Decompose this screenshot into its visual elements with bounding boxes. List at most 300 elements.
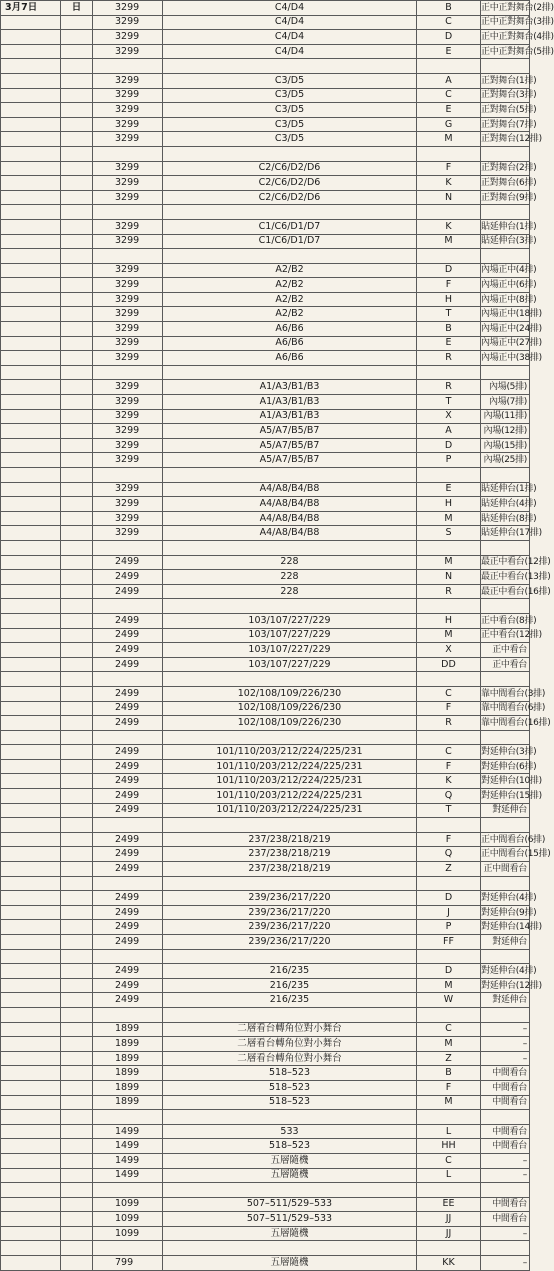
row-cell: A bbox=[417, 73, 481, 88]
table-row bbox=[1, 336, 530, 351]
section-cell: 518–523 bbox=[163, 1066, 417, 1081]
position-note-cell: 對延伸台(4排) bbox=[481, 891, 530, 906]
date-cell bbox=[1, 1168, 61, 1183]
table-row bbox=[1, 1080, 530, 1095]
price-cell bbox=[93, 1110, 163, 1125]
date-cell bbox=[1, 862, 61, 877]
weekday-cell bbox=[61, 1051, 93, 1066]
date-cell bbox=[1, 686, 61, 701]
date-cell bbox=[1, 468, 61, 483]
price-cell: 3299 bbox=[93, 511, 163, 526]
price-cell: 3299 bbox=[93, 497, 163, 512]
row-cell: W bbox=[417, 993, 481, 1008]
row-cell bbox=[417, 1110, 481, 1125]
date-cell bbox=[1, 30, 61, 45]
price-cell: 2499 bbox=[93, 905, 163, 920]
weekday-cell bbox=[61, 847, 93, 862]
row-cell: E bbox=[417, 103, 481, 118]
date-cell bbox=[1, 190, 61, 205]
weekday-cell bbox=[61, 643, 93, 658]
table-row bbox=[1, 278, 530, 293]
table-row bbox=[1, 803, 530, 818]
section-cell: 239/236/217/220 bbox=[163, 905, 417, 920]
date-cell bbox=[1, 234, 61, 249]
section-cell: 101/110/203/212/224/225/231 bbox=[163, 803, 417, 818]
weekday-cell bbox=[61, 818, 93, 833]
price-cell: 3299 bbox=[93, 30, 163, 45]
spacer-row bbox=[1, 818, 530, 833]
position-note-cell bbox=[481, 59, 530, 74]
section-cell: 237/238/218/219 bbox=[163, 832, 417, 847]
position-note-cell: – bbox=[481, 1037, 530, 1052]
section-cell bbox=[163, 1183, 417, 1198]
date-cell bbox=[1, 322, 61, 337]
price-cell bbox=[93, 1241, 163, 1256]
position-note-cell: 正對舞台(3排) bbox=[481, 88, 530, 103]
price-cell: 3299 bbox=[93, 103, 163, 118]
seat-table-body bbox=[1, 1, 554, 1271]
price-cell: 2499 bbox=[93, 891, 163, 906]
table-row bbox=[1, 789, 530, 804]
date-cell bbox=[1, 803, 61, 818]
section-cell: 五層隨機 bbox=[163, 1256, 417, 1271]
price-cell: 1899 bbox=[93, 1022, 163, 1037]
position-note-cell: 正對舞台(5排) bbox=[481, 103, 530, 118]
weekday-cell bbox=[61, 905, 93, 920]
spacer-row bbox=[1, 365, 530, 380]
weekday-cell bbox=[61, 862, 93, 877]
section-cell: A5/A7/B5/B7 bbox=[163, 453, 417, 468]
section-cell: 507–511/529–533 bbox=[163, 1212, 417, 1227]
section-cell: C3/D5 bbox=[163, 117, 417, 132]
date-cell bbox=[1, 1066, 61, 1081]
price-cell: 3299 bbox=[93, 73, 163, 88]
weekday-cell bbox=[61, 497, 93, 512]
weekday-cell bbox=[61, 1256, 93, 1271]
section-cell: 二層看台轉角位對小舞台 bbox=[163, 1037, 417, 1052]
section-cell: C1/C6/D1/D7 bbox=[163, 219, 417, 234]
weekday-cell bbox=[61, 876, 93, 891]
row-cell: B bbox=[417, 1, 481, 16]
weekday-cell bbox=[61, 1226, 93, 1241]
row-cell: F bbox=[417, 832, 481, 847]
section-cell: 101/110/203/212/224/225/231 bbox=[163, 759, 417, 774]
date-cell bbox=[1, 789, 61, 804]
position-note-cell: 正對舞台(6排) bbox=[481, 176, 530, 191]
section-cell: C3/D5 bbox=[163, 88, 417, 103]
price-cell: 2499 bbox=[93, 803, 163, 818]
row-cell bbox=[417, 818, 481, 833]
table-row bbox=[1, 643, 530, 658]
row-cell: R bbox=[417, 380, 481, 395]
date-cell bbox=[1, 351, 61, 366]
position-note-cell bbox=[481, 1183, 530, 1198]
position-note-cell: 正中正對舞台(2排) bbox=[481, 1, 530, 16]
row-cell: D bbox=[417, 30, 481, 45]
date-cell bbox=[1, 628, 61, 643]
price-cell: 2499 bbox=[93, 832, 163, 847]
weekday-cell bbox=[61, 555, 93, 570]
table-row bbox=[1, 1022, 530, 1037]
row-cell bbox=[417, 468, 481, 483]
price-cell: 3299 bbox=[93, 307, 163, 322]
section-cell bbox=[163, 1007, 417, 1022]
price-cell: 3299 bbox=[93, 482, 163, 497]
row-cell: M bbox=[417, 1095, 481, 1110]
row-cell: Z bbox=[417, 1051, 481, 1066]
table-row bbox=[1, 613, 530, 628]
row-cell: JJ bbox=[417, 1212, 481, 1227]
price-cell: 3299 bbox=[93, 278, 163, 293]
date-cell bbox=[1, 935, 61, 950]
weekday-cell bbox=[61, 1197, 93, 1212]
table-row bbox=[1, 511, 530, 526]
table-row bbox=[1, 774, 530, 789]
row-cell: R bbox=[417, 584, 481, 599]
position-note-cell: 內場(11排) bbox=[481, 409, 530, 424]
row-cell: HH bbox=[417, 1139, 481, 1154]
section-cell: A4/A8/B4/B8 bbox=[163, 497, 417, 512]
position-note-cell bbox=[481, 365, 530, 380]
weekday-cell bbox=[61, 44, 93, 59]
section-cell: C3/D5 bbox=[163, 132, 417, 147]
weekday-cell bbox=[61, 993, 93, 1008]
table-row bbox=[1, 935, 530, 950]
table-row bbox=[1, 395, 530, 410]
section-cell: 228 bbox=[163, 570, 417, 585]
position-note-cell: 對延伸台(12排) bbox=[481, 978, 530, 993]
price-cell: 3299 bbox=[93, 15, 163, 30]
row-cell: Z bbox=[417, 862, 481, 877]
table-row bbox=[1, 964, 530, 979]
price-cell bbox=[93, 599, 163, 614]
position-note-cell: 內場正中(27排) bbox=[481, 336, 530, 351]
weekday-cell bbox=[61, 73, 93, 88]
row-cell: E bbox=[417, 482, 481, 497]
weekday-cell bbox=[61, 468, 93, 483]
row-cell bbox=[417, 540, 481, 555]
price-cell: 2499 bbox=[93, 774, 163, 789]
section-cell: 五層隨機 bbox=[163, 1168, 417, 1183]
price-cell: 1899 bbox=[93, 1037, 163, 1052]
position-note-cell bbox=[481, 599, 530, 614]
table-row bbox=[1, 497, 530, 512]
row-cell: J bbox=[417, 905, 481, 920]
position-note-cell: 正對舞台(9排) bbox=[481, 190, 530, 205]
section-cell: 101/110/203/212/224/225/231 bbox=[163, 774, 417, 789]
date-cell bbox=[1, 1241, 61, 1256]
row-cell: B bbox=[417, 1066, 481, 1081]
date-cell bbox=[1, 146, 61, 161]
table-row bbox=[1, 555, 530, 570]
weekday-cell bbox=[61, 613, 93, 628]
table-row bbox=[1, 88, 530, 103]
price-cell: 3299 bbox=[93, 438, 163, 453]
price-cell: 2499 bbox=[93, 657, 163, 672]
section-cell: A2/B2 bbox=[163, 292, 417, 307]
position-note-cell bbox=[481, 146, 530, 161]
table-row bbox=[1, 832, 530, 847]
row-cell: F bbox=[417, 278, 481, 293]
date-cell bbox=[1, 176, 61, 191]
row-cell: M bbox=[417, 132, 481, 147]
position-note-cell: 內場正中(38排) bbox=[481, 351, 530, 366]
date-cell bbox=[1, 497, 61, 512]
table-row bbox=[1, 1139, 530, 1154]
section-cell: C4/D4 bbox=[163, 44, 417, 59]
weekday-cell bbox=[61, 249, 93, 264]
weekday-cell bbox=[61, 482, 93, 497]
position-note-cell: 貼延伸台(1排) bbox=[481, 482, 530, 497]
table-row bbox=[1, 1095, 530, 1110]
weekday-cell bbox=[61, 1037, 93, 1052]
weekday-cell bbox=[61, 1168, 93, 1183]
date-cell bbox=[1, 1256, 61, 1271]
position-note-cell: 對延伸台 bbox=[481, 935, 530, 950]
weekday-cell bbox=[61, 88, 93, 103]
section-cell: A1/A3/B1/B3 bbox=[163, 395, 417, 410]
weekday-cell bbox=[61, 935, 93, 950]
position-note-cell: 貼延伸台(4排) bbox=[481, 497, 530, 512]
date-cell bbox=[1, 73, 61, 88]
section-cell: A2/B2 bbox=[163, 307, 417, 322]
weekday-cell bbox=[61, 336, 93, 351]
table-row bbox=[1, 920, 530, 935]
date-cell bbox=[1, 730, 61, 745]
row-cell: E bbox=[417, 336, 481, 351]
table-row bbox=[1, 716, 530, 731]
table-row bbox=[1, 161, 530, 176]
table-row bbox=[1, 351, 530, 366]
weekday-cell bbox=[61, 365, 93, 380]
date-cell bbox=[1, 59, 61, 74]
spacer-row bbox=[1, 146, 530, 161]
weekday-cell bbox=[61, 59, 93, 74]
row-cell: C bbox=[417, 15, 481, 30]
date-cell bbox=[1, 964, 61, 979]
weekday-cell bbox=[61, 949, 93, 964]
price-cell: 2499 bbox=[93, 584, 163, 599]
table-row bbox=[1, 103, 530, 118]
price-cell: 2499 bbox=[93, 716, 163, 731]
row-cell: K bbox=[417, 219, 481, 234]
position-note-cell: 最正中看台(13排) bbox=[481, 570, 530, 585]
table-row bbox=[1, 1051, 530, 1066]
table-row bbox=[1, 1168, 530, 1183]
date-cell bbox=[1, 117, 61, 132]
weekday-cell bbox=[61, 322, 93, 337]
section-cell: A4/A8/B4/B8 bbox=[163, 482, 417, 497]
section-cell: C1/C6/D1/D7 bbox=[163, 234, 417, 249]
position-note-cell bbox=[481, 672, 530, 687]
row-cell: C bbox=[417, 686, 481, 701]
position-note-cell: 對延伸台(3排) bbox=[481, 745, 530, 760]
price-cell: 2499 bbox=[93, 628, 163, 643]
row-cell: B bbox=[417, 322, 481, 337]
section-cell: 二層看台轉角位對小舞台 bbox=[163, 1051, 417, 1066]
row-cell: F bbox=[417, 759, 481, 774]
weekday-cell bbox=[61, 453, 93, 468]
spacer-row bbox=[1, 59, 530, 74]
position-note-cell: 中間看台 bbox=[481, 1066, 530, 1081]
section-cell: A5/A7/B5/B7 bbox=[163, 438, 417, 453]
row-cell: EE bbox=[417, 1197, 481, 1212]
price-cell: 1499 bbox=[93, 1139, 163, 1154]
section-cell: 228 bbox=[163, 584, 417, 599]
weekday-cell bbox=[61, 745, 93, 760]
date-cell bbox=[1, 424, 61, 439]
date-cell bbox=[1, 905, 61, 920]
weekday-cell bbox=[61, 1022, 93, 1037]
weekday-cell bbox=[61, 438, 93, 453]
section-cell bbox=[163, 949, 417, 964]
date-cell bbox=[1, 745, 61, 760]
position-note-cell: 中間看台 bbox=[481, 1095, 530, 1110]
section-cell: 五層隨機 bbox=[163, 1153, 417, 1168]
position-note-cell: 靠中間看台(3排) bbox=[481, 686, 530, 701]
weekday-cell bbox=[61, 774, 93, 789]
row-cell bbox=[417, 876, 481, 891]
position-note-cell: 貼延伸台(3排) bbox=[481, 234, 530, 249]
weekday-cell bbox=[61, 540, 93, 555]
row-cell: C bbox=[417, 1153, 481, 1168]
position-note-cell bbox=[481, 540, 530, 555]
section-cell: 102/108/109/226/230 bbox=[163, 686, 417, 701]
position-note-cell: 正對舞台(2排) bbox=[481, 161, 530, 176]
price-cell: 2499 bbox=[93, 789, 163, 804]
date-cell: 3月7日 bbox=[1, 1, 61, 16]
row-cell bbox=[417, 59, 481, 74]
date-cell bbox=[1, 657, 61, 672]
weekday-cell bbox=[61, 395, 93, 410]
position-note-cell bbox=[481, 468, 530, 483]
position-note-cell: 靠中間看台(16排) bbox=[481, 716, 530, 731]
table-row bbox=[1, 132, 530, 147]
spacer-row bbox=[1, 468, 530, 483]
weekday-cell bbox=[61, 686, 93, 701]
price-cell bbox=[93, 1007, 163, 1022]
row-cell: N bbox=[417, 570, 481, 585]
position-note-cell: 正對舞台(7排) bbox=[481, 117, 530, 132]
weekday-cell bbox=[61, 891, 93, 906]
section-cell: C3/D5 bbox=[163, 73, 417, 88]
price-cell: 2499 bbox=[93, 935, 163, 950]
table-row bbox=[1, 380, 530, 395]
price-cell: 3299 bbox=[93, 234, 163, 249]
weekday-cell bbox=[61, 832, 93, 847]
table-row bbox=[1, 1197, 530, 1212]
row-cell: Q bbox=[417, 847, 481, 862]
weekday-cell bbox=[61, 511, 93, 526]
price-cell: 3299 bbox=[93, 161, 163, 176]
position-note-cell bbox=[481, 249, 530, 264]
weekday-cell bbox=[61, 1124, 93, 1139]
price-cell bbox=[93, 730, 163, 745]
price-cell bbox=[93, 146, 163, 161]
price-cell: 1099 bbox=[93, 1197, 163, 1212]
date-cell bbox=[1, 132, 61, 147]
table-row bbox=[1, 322, 530, 337]
position-note-cell: 內場正中(18排) bbox=[481, 307, 530, 322]
price-cell: 2499 bbox=[93, 643, 163, 658]
row-cell: P bbox=[417, 453, 481, 468]
position-note-cell: 內場正中(8排) bbox=[481, 292, 530, 307]
table-row bbox=[1, 424, 530, 439]
section-cell: 216/235 bbox=[163, 978, 417, 993]
price-cell: 3299 bbox=[93, 117, 163, 132]
price-cell: 2499 bbox=[93, 920, 163, 935]
position-note-cell: 正對舞台(12排) bbox=[481, 132, 530, 147]
table-row bbox=[1, 453, 530, 468]
weekday-cell bbox=[61, 570, 93, 585]
weekday-cell bbox=[61, 263, 93, 278]
weekday-cell bbox=[61, 30, 93, 45]
section-cell: 239/236/217/220 bbox=[163, 891, 417, 906]
section-cell: 533 bbox=[163, 1124, 417, 1139]
weekday-cell bbox=[61, 1007, 93, 1022]
section-cell bbox=[163, 730, 417, 745]
table-row bbox=[1, 219, 530, 234]
row-cell: C bbox=[417, 1022, 481, 1037]
row-cell: M bbox=[417, 1037, 481, 1052]
position-note-cell bbox=[481, 1110, 530, 1125]
row-cell bbox=[417, 1183, 481, 1198]
table-row bbox=[1, 117, 530, 132]
date-cell bbox=[1, 540, 61, 555]
date-cell bbox=[1, 1197, 61, 1212]
position-note-cell: – bbox=[481, 1022, 530, 1037]
position-note-cell: 對延伸台 bbox=[481, 993, 530, 1008]
row-cell: X bbox=[417, 643, 481, 658]
position-note-cell: 對延伸台(9排) bbox=[481, 905, 530, 920]
weekday-cell bbox=[61, 292, 93, 307]
weekday-cell bbox=[61, 789, 93, 804]
section-cell: 103/107/227/229 bbox=[163, 643, 417, 658]
table-row bbox=[1, 438, 530, 453]
table-row bbox=[1, 570, 530, 585]
price-cell bbox=[93, 468, 163, 483]
row-cell: C bbox=[417, 745, 481, 760]
date-cell bbox=[1, 701, 61, 716]
price-cell bbox=[93, 818, 163, 833]
price-cell bbox=[93, 249, 163, 264]
row-cell: K bbox=[417, 176, 481, 191]
price-cell: 2499 bbox=[93, 701, 163, 716]
table-row bbox=[1, 862, 530, 877]
date-cell bbox=[1, 613, 61, 628]
date-cell bbox=[1, 1080, 61, 1095]
section-cell: 二層看台轉角位對小舞台 bbox=[163, 1022, 417, 1037]
weekday-cell bbox=[61, 219, 93, 234]
price-cell bbox=[93, 205, 163, 220]
price-cell: 2499 bbox=[93, 847, 163, 862]
row-cell bbox=[417, 365, 481, 380]
position-note-cell: 貼延伸台(8排) bbox=[481, 511, 530, 526]
section-cell: C4/D4 bbox=[163, 30, 417, 45]
position-note-cell: – bbox=[481, 1153, 530, 1168]
position-note-cell: 內場(7排) bbox=[481, 395, 530, 410]
price-cell: 1499 bbox=[93, 1124, 163, 1139]
date-cell bbox=[1, 453, 61, 468]
position-note-cell: 中間看台 bbox=[481, 1212, 530, 1227]
date-cell bbox=[1, 672, 61, 687]
section-cell: C2/C6/D2/D6 bbox=[163, 190, 417, 205]
weekday-cell bbox=[61, 657, 93, 672]
date-cell bbox=[1, 44, 61, 59]
price-cell: 3299 bbox=[93, 44, 163, 59]
weekday-cell bbox=[61, 759, 93, 774]
weekday-cell bbox=[61, 409, 93, 424]
